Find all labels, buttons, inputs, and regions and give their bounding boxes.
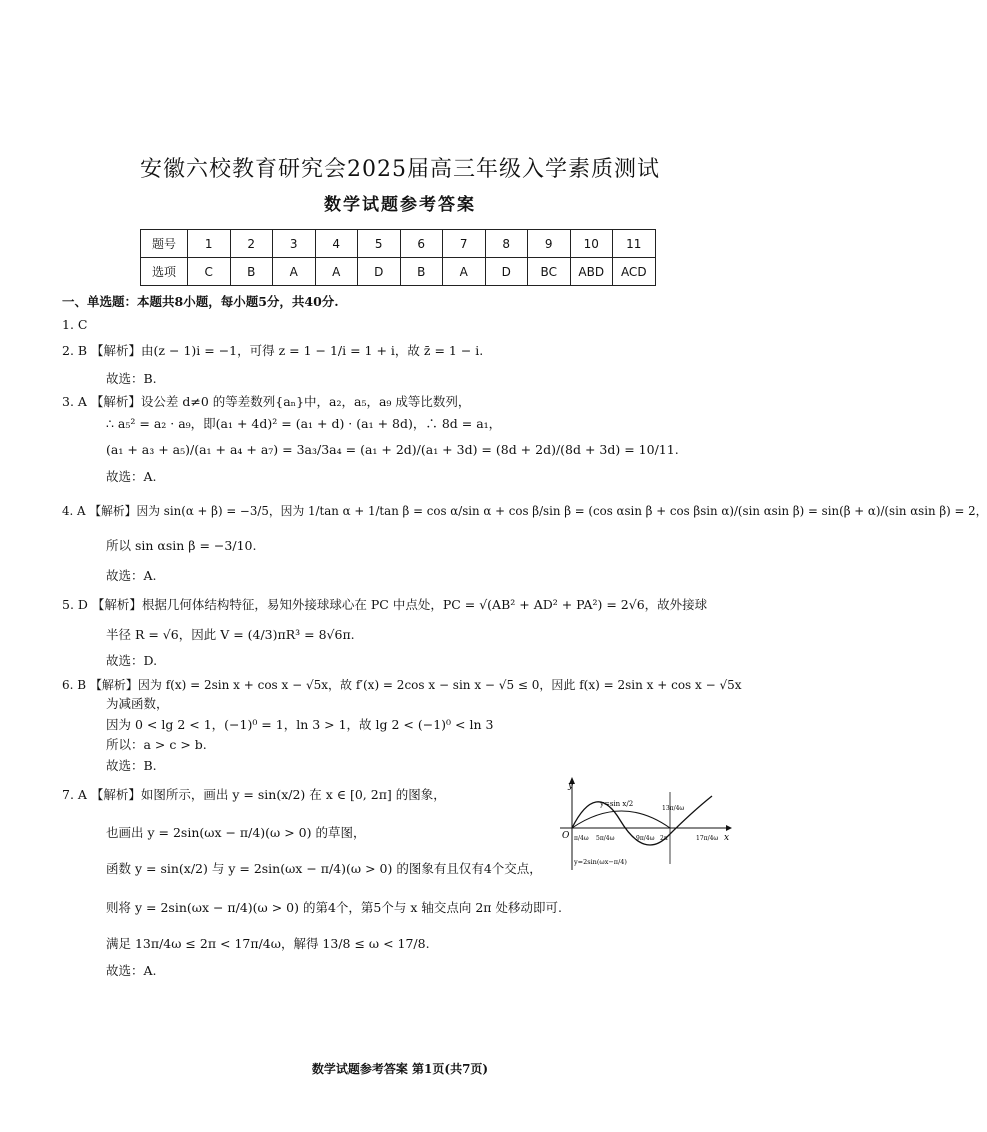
q3-step: (a₁ + a₃ + a₅)/(a₁ + a₄ + a₇) = 3a₃/3a₄ = (a₁ + 2d)/(a₁ + 3d) = (8d + 2d)/(8d + 3d) = 10/11. — [106, 442, 679, 457]
q5-choice: 故选：D. — [106, 653, 158, 668]
q7-choice: 故选：A. — [106, 963, 157, 978]
q4-choice: 故选：A. — [106, 568, 157, 583]
curve1-label: y=sin x/2 — [600, 800, 634, 808]
question-number: 3 — [273, 230, 316, 258]
page-subtitle: 数学试题参考答案 — [324, 195, 476, 215]
question-number: 4 — [315, 230, 358, 258]
q7-solution: 7. A 【解析】如图所示，画出 y = sin(x/2) 在 x ∈ [0, 2π] 的图象， — [62, 787, 446, 802]
q6-step: 为减函数， — [106, 696, 169, 711]
x-axis-arrow-icon — [726, 825, 732, 831]
q3-choice: 故选：A. — [106, 469, 157, 484]
q4-solution: 4. A 【解析】因为 sin(α + β) = −3/5，因为 1/tan α + 1/tan β = cos α/sin α + cos β/sin β = (cos αsin β + cos βsin α)/(sin αsin β) = sin(β + α)/(sin αsin β) = 2， — [62, 504, 987, 518]
q2-choice: 故选：B. — [106, 371, 157, 386]
answer-table-number-row — [141, 230, 656, 258]
tick-2pi: 2π — [660, 835, 668, 842]
q6-step: 所以：a > c > b. — [106, 737, 207, 752]
q6-step: 因为 0 < lg 2 < 1，(−1)⁰ = 1，ln 3 > 1，故 lg 2 < (−1)⁰ < ln 3 — [106, 717, 494, 732]
answer-table-answer-row — [141, 258, 656, 286]
question-number: 5 — [358, 230, 401, 258]
section-heading: 一、单选题：本题共8小题，每小题5分，共40分. — [62, 294, 339, 309]
row-label-number: 题号 — [141, 230, 188, 258]
answer-cell: D — [358, 258, 401, 286]
answer-cell: A — [443, 258, 486, 286]
q7-step: 满足 13π/4ω ≤ 2π < 17π/4ω，解得 13/8 ≤ ω < 17/8. — [106, 936, 430, 951]
question-number: 7 — [443, 230, 486, 258]
tick-17pi-4w: 17π/4ω — [696, 835, 719, 842]
tick-13pi-4w: 13π/4ω — [662, 805, 685, 812]
question-number: 8 — [485, 230, 528, 258]
q2-solution: 2. B 【解析】由(z − 1)i = −1，可得 z = 1 − 1/i = 1 + i，故 z̄ = 1 − i. — [62, 343, 484, 358]
question-number: 9 — [528, 230, 571, 258]
page-footer: 数学试题参考答案 第1页(共7页) — [311, 1062, 489, 1076]
q1-answer: 1. C — [62, 317, 88, 332]
answer-cell: A — [315, 258, 358, 286]
question-number: 11 — [613, 230, 656, 258]
row-label-answer: 选项 — [141, 258, 188, 286]
q6-choice: 故选：B. — [106, 758, 157, 773]
tick-pi-4w: π/4ω — [574, 835, 589, 842]
answer-cell: BC — [528, 258, 571, 286]
answer-cell: C — [188, 258, 231, 286]
q4-step: 所以 sin αsin β = −3/10. — [106, 538, 257, 553]
answer-cell: A — [273, 258, 316, 286]
sine-graph — [556, 776, 732, 872]
q5-step: 半径 R = √6，因此 V = (4/3)πR³ = 8√6π. — [106, 627, 355, 642]
question-number: 2 — [230, 230, 273, 258]
question-number: 10 — [570, 230, 613, 258]
page-title: 安徽六校教育研究会2025届高三年级入学素质测试 — [140, 157, 660, 182]
curve2-label: y=2sin(ωx−π/4) — [574, 858, 627, 866]
answer-cell: ABD — [570, 258, 613, 286]
q3-solution: 3. A 【解析】设公差 d≠0 的等差数列{aₙ}中，a₂，a₅，a₉ 成等比数列， — [62, 394, 471, 409]
q7-step: 也画出 y = 2sin(ωx − π/4)(ω > 0) 的草图， — [106, 825, 366, 840]
answer-cell: ACD — [613, 258, 656, 286]
tick-5pi-4w: 5π/4ω — [596, 835, 615, 842]
q7-step: 函数 y = sin(x/2) 与 y = 2sin(ωx − π/4)(ω > 0) 的图象有且仅有4个交点， — [106, 861, 542, 876]
question-number: 6 — [400, 230, 443, 258]
y-axis-label: y — [568, 781, 574, 791]
x-axis-label: x — [724, 833, 730, 843]
q3-step: ∴ a₅² = a₂ · a₉，即(a₁ + 4d)² = (a₁ + d) · (a₁ + 8d)，∴ 8d = a₁， — [106, 416, 502, 431]
q6-solution: 6. B 【解析】因为 f(x) = 2sin x + cos x − √5x，故 f′(x) = 2cos x − sin x − √5 ≤ 0，因此 f(x) = 2sin x + cos x − √5x — [62, 678, 742, 692]
answer-cell: B — [400, 258, 443, 286]
q5-solution: 5. D 【解析】根据几何体结构特征，易知外接球球心在 PC 中点处，PC = √(AB² + AD² + PA²) = 2√6，故外接球 — [62, 597, 708, 612]
question-number: 1 — [188, 230, 231, 258]
origin-label: O — [562, 831, 570, 841]
q7-step: 则将 y = 2sin(ωx − π/4)(ω > 0) 的第4个，第5个与 x 轴交点向 2π 处移动即可. — [106, 900, 562, 915]
answer-cell: B — [230, 258, 273, 286]
answer-cell: D — [485, 258, 528, 286]
curve-sin-half — [572, 811, 670, 828]
answer-table — [140, 229, 656, 286]
tick-9pi-4w: 9π/4ω — [636, 835, 655, 842]
